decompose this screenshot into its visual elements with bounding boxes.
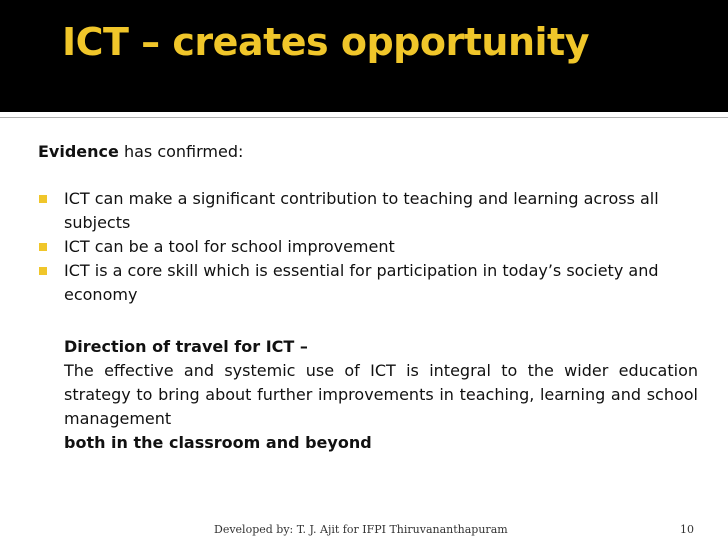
title-divider: [0, 117, 728, 118]
bullet-text: ICT is a core skill which is essential for participation in today’s society and economy: [64, 261, 659, 304]
title-band: [0, 0, 728, 112]
direction-body: The effective and systemic use of ICT is integral to the wider education strategy to bring about further improvements in teaching, learning and school management: [64, 361, 698, 428]
square-bullet-icon: [39, 243, 47, 251]
bullet-text: ICT can make a significant contribution to teaching and learning across all subjects: [64, 189, 659, 232]
intro-bold: Evidence: [38, 142, 119, 161]
direction-closing: both in the classroom and beyond: [64, 433, 372, 452]
page-number: 10: [680, 523, 694, 536]
direction-heading: Direction of travel for ICT –: [64, 337, 308, 356]
bullet-item: [38, 259, 698, 307]
direction-block: [64, 335, 698, 455]
intro-rest: has confirmed:: [118, 142, 244, 161]
footer-credit: Developed by: T. J. Ajit for IFPI Thiruvananthapuram: [214, 523, 508, 536]
intro-line: [38, 140, 243, 164]
slide-title: ICT – creates opportunity: [62, 20, 589, 64]
square-bullet-icon: [39, 195, 47, 203]
bullet-item: [38, 187, 698, 235]
bullet-item: [38, 235, 698, 259]
square-bullet-icon: [39, 267, 47, 275]
bullet-text: ICT can be a tool for school improvement: [64, 237, 395, 256]
bullet-list: [38, 187, 698, 307]
